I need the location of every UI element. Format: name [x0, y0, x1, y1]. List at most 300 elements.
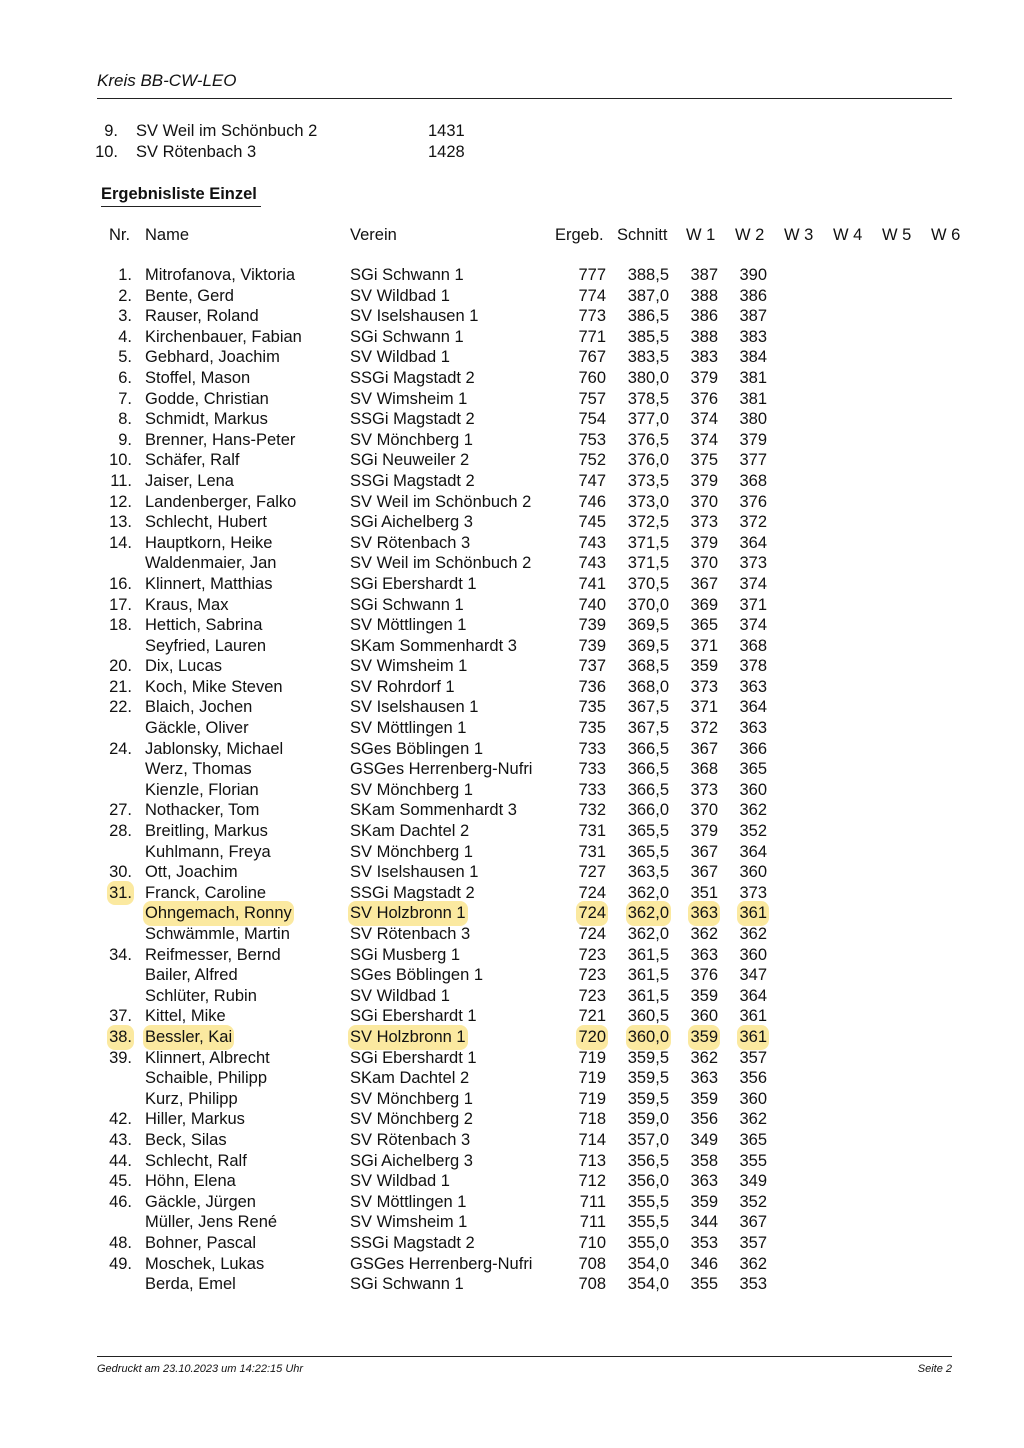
average-cell: 366,0	[627, 801, 669, 820]
average-cell: 362,0	[627, 925, 669, 943]
w2-cell: 362	[739, 1254, 767, 1273]
w1-cell: 363	[690, 1069, 718, 1088]
result-cell: 740	[578, 595, 606, 614]
w1-cell: 362	[690, 925, 718, 943]
w2-cell: 361	[739, 1007, 767, 1026]
w2-cell: 360	[739, 945, 767, 964]
result-cell: 731	[578, 842, 606, 861]
rank-cell: 49.	[109, 1254, 132, 1273]
rank-cell: 39.	[109, 1048, 132, 1067]
club-cell: SGi Ebershardt 1	[350, 574, 477, 593]
w1-cell: 371	[690, 698, 718, 717]
name-cell: Moschek, Lukas	[145, 1254, 265, 1273]
club-cell: SV Mönchberg 2	[350, 1110, 473, 1129]
team-score: 1428	[428, 143, 465, 161]
w1-cell: 362	[690, 1048, 718, 1067]
print-date: Gedruckt am 23.10.2023 um 14:22:15 Uhr	[97, 1363, 304, 1375]
club-cell: SV Wimsheim 1	[350, 1213, 468, 1232]
w2-cell: 383	[739, 327, 767, 346]
w1-cell: 379	[690, 533, 718, 552]
average-cell: 362,0	[627, 904, 669, 923]
w2-cell: 381	[739, 389, 767, 408]
w2-cell: 367	[739, 1213, 767, 1232]
average-cell: 368,0	[627, 677, 669, 696]
result-cell: 723	[578, 945, 606, 964]
rank-cell: 4.	[118, 327, 132, 346]
w2-cell: 363	[739, 677, 767, 696]
table-row	[0, 780, 1024, 801]
w1-cell: 367	[690, 739, 718, 758]
col-w2: W 2	[735, 226, 765, 244]
average-cell: 365,5	[627, 842, 669, 861]
w2-cell: 365	[739, 760, 767, 779]
name-cell: Müller, Jens René	[145, 1213, 278, 1232]
w2-cell: 378	[739, 657, 767, 676]
w1-cell: 370	[690, 554, 718, 573]
name-cell: Godde, Christian	[145, 389, 269, 408]
result-cell: 723	[578, 986, 606, 1005]
result-cell: 708	[578, 1275, 606, 1294]
club-cell: SV Weil im Schönbuch 2	[350, 492, 532, 511]
name-cell: Klinnert, Matthias	[145, 574, 273, 593]
district-title: Kreis BB-CW-LEO	[97, 71, 237, 90]
w2-cell: 364	[739, 986, 767, 1005]
w2-cell: 366	[739, 739, 767, 758]
rank-cell: 31.	[109, 883, 132, 902]
result-cell: 739	[578, 636, 606, 655]
name-cell: Dix, Lucas	[145, 657, 223, 676]
name-cell: Hauptkorn, Heike	[145, 533, 273, 552]
w2-cell: 368	[739, 471, 767, 490]
name-cell: Hettich, Sabrina	[145, 616, 263, 635]
average-cell: 371,5	[627, 533, 669, 552]
w1-cell: 365	[690, 616, 718, 635]
w1-cell: 374	[690, 410, 718, 429]
table-row	[0, 862, 1024, 883]
w2-cell: 362	[739, 1110, 767, 1129]
result-cell: 743	[578, 533, 606, 552]
average-cell: 366,5	[627, 760, 669, 779]
w1-cell: 370	[690, 492, 718, 511]
w2-cell: 360	[739, 1089, 767, 1108]
w2-cell: 373	[739, 554, 767, 573]
rank-cell: 24.	[109, 739, 132, 758]
w1-cell: 344	[690, 1213, 718, 1232]
result-cell: 724	[578, 904, 606, 923]
col-nr: Nr.	[109, 226, 131, 244]
name-cell: Kittel, Mike	[145, 1007, 226, 1026]
name-cell: Berda, Emel	[145, 1275, 236, 1294]
average-cell: 376,5	[627, 430, 669, 449]
w1-cell: 387	[690, 266, 718, 284]
club-cell: SV Wimsheim 1	[350, 657, 468, 676]
club-cell: SSGi Magstadt 2	[350, 410, 475, 429]
club-cell: SV Iselshausen 1	[350, 307, 479, 326]
name-cell: Gäckle, Oliver	[145, 719, 249, 738]
rank-cell: 44.	[109, 1151, 132, 1170]
w1-cell: 388	[690, 327, 718, 346]
name-cell: Schlecht, Hubert	[145, 513, 267, 532]
average-cell: 380,0	[627, 368, 669, 387]
table-row	[0, 1006, 1024, 1027]
w2-cell: 371	[739, 595, 767, 614]
rank-cell: 27.	[109, 801, 132, 820]
name-cell: Bessler, Kai	[145, 1027, 233, 1046]
table-row	[0, 553, 1024, 574]
result-cell: 739	[578, 616, 606, 635]
w1-cell: 370	[690, 801, 718, 820]
w2-cell: 360	[739, 780, 767, 799]
club-cell: SKam Sommenhardt 3	[350, 801, 517, 820]
w2-cell: 357	[739, 1233, 767, 1252]
average-cell: 360,5	[627, 1007, 669, 1026]
club-cell: SV Mönchberg 1	[350, 780, 473, 799]
rank-cell: 10.	[109, 451, 132, 470]
average-cell: 385,5	[627, 327, 669, 346]
rank-cell: 8.	[118, 410, 132, 429]
club-cell: SV Holzbronn 1	[350, 904, 466, 923]
name-cell: Ohngemach, Ronny	[145, 904, 292, 923]
team-name: SV Weil im Schönbuch 2	[136, 122, 318, 140]
rank-cell: 22.	[109, 698, 132, 717]
result-cell: 754	[578, 410, 606, 429]
club-cell: SV Rötenbach 3	[350, 925, 471, 943]
result-cell: 757	[578, 389, 606, 408]
team-results-list	[0, 121, 1024, 163]
name-cell: Stoffel, Mason	[145, 368, 251, 387]
table-row	[0, 286, 1024, 307]
rank-cell: 18.	[109, 616, 132, 635]
w1-cell: 375	[690, 451, 718, 470]
club-cell: SV Möttlingen 1	[350, 719, 467, 738]
club-cell: SV Iselshausen 1	[350, 698, 479, 717]
result-cell: 719	[578, 1048, 606, 1067]
w1-cell: 379	[690, 822, 718, 841]
club-cell: SSGi Magstadt 2	[350, 368, 475, 387]
club-cell: SSGi Magstadt 2	[350, 883, 475, 902]
name-cell: Brenner, Hans-Peter	[145, 430, 296, 449]
w2-cell: 364	[739, 842, 767, 861]
w1-cell: 346	[690, 1254, 718, 1273]
table-row	[0, 615, 1024, 636]
result-cell: 711	[579, 1192, 606, 1211]
table-row	[0, 821, 1024, 842]
table-row	[0, 945, 1024, 966]
rank-cell: 9.	[118, 430, 132, 449]
result-cell: 714	[578, 1130, 606, 1149]
w2-cell: 373	[739, 883, 767, 902]
name-cell: Schlüter, Rubin	[145, 986, 257, 1005]
w2-cell: 379	[739, 430, 767, 449]
name-cell: Kirchenbauer, Fabian	[145, 327, 302, 346]
result-cell: 719	[578, 1069, 606, 1088]
name-cell: Blaich, Jochen	[145, 698, 253, 717]
w1-cell: 363	[690, 904, 718, 923]
result-cell: 774	[578, 286, 606, 305]
table-row	[0, 1068, 1024, 1089]
table-row	[0, 1192, 1024, 1213]
club-cell: SSGi Magstadt 2	[350, 471, 475, 490]
w2-cell: 380	[739, 410, 767, 429]
average-cell: 387,0	[627, 286, 669, 305]
rank-cell: 2.	[118, 286, 132, 305]
club-cell: SV Mönchberg 1	[350, 1089, 473, 1108]
average-cell: 359,5	[627, 1069, 669, 1088]
result-cell: 771	[578, 327, 606, 346]
club-cell: SV Wildbad 1	[350, 986, 450, 1005]
w2-cell: 368	[739, 636, 767, 655]
w1-cell: 360	[690, 1007, 718, 1026]
w1-cell: 363	[690, 1172, 718, 1191]
w2-cell: 362	[739, 925, 767, 943]
club-cell: SGi Ebershardt 1	[350, 1048, 477, 1067]
average-cell: 376,0	[627, 451, 669, 470]
table-row	[0, 1151, 1024, 1172]
table-row	[0, 533, 1024, 554]
table-row	[0, 718, 1024, 739]
rank-cell: 5.	[118, 348, 132, 367]
table-row	[0, 924, 1024, 945]
result-cell: 731	[578, 822, 606, 841]
table-row	[0, 450, 1024, 471]
result-cell: 719	[578, 1089, 606, 1108]
w1-cell: 371	[690, 636, 718, 655]
w2-cell: 347	[739, 966, 767, 985]
club-cell: SV Möttlingen 1	[350, 616, 467, 635]
team-row	[0, 121, 1024, 142]
w2-cell: 362	[739, 801, 767, 820]
result-cell: 724	[578, 925, 606, 943]
name-cell: Höhn, Elena	[145, 1172, 236, 1191]
average-cell: 359,5	[627, 1048, 669, 1067]
name-cell: Hiller, Markus	[145, 1110, 245, 1129]
name-cell: Schlecht, Ralf	[145, 1151, 247, 1170]
name-cell: Kurz, Philipp	[145, 1089, 238, 1108]
result-cell: 710	[578, 1233, 606, 1252]
rank-cell: 30.	[109, 863, 132, 882]
average-cell: 362,0	[627, 883, 669, 902]
col-ergeb: Ergeb.	[555, 226, 604, 244]
result-cell: 741	[578, 574, 606, 593]
name-cell: Schaible, Philipp	[145, 1069, 267, 1088]
table-header	[0, 224, 1024, 246]
col-w6: W 6	[931, 226, 961, 244]
name-cell: Schwämmle, Martin	[145, 925, 290, 943]
result-cell: 773	[578, 307, 606, 326]
result-cell: 712	[578, 1172, 606, 1191]
w2-cell: 352	[739, 822, 767, 841]
w1-cell: 368	[690, 760, 718, 779]
w2-cell: 363	[739, 719, 767, 738]
name-cell: Schmidt, Markus	[145, 410, 268, 429]
w2-cell: 372	[739, 513, 767, 532]
club-cell: SV Wildbad 1	[350, 286, 450, 305]
average-cell: 355,5	[627, 1213, 669, 1232]
table-row	[0, 800, 1024, 821]
w1-cell: 373	[690, 513, 718, 532]
club-cell: SV Mönchberg 1	[350, 430, 473, 449]
result-cell: 747	[578, 471, 606, 490]
table-row	[0, 739, 1024, 760]
average-cell: 367,5	[627, 719, 669, 738]
club-cell: SV Mönchberg 1	[350, 842, 473, 861]
w1-cell: 359	[690, 1192, 718, 1211]
name-cell: Gäckle, Jürgen	[145, 1192, 256, 1211]
col-w4: W 4	[833, 226, 863, 244]
club-cell: SV Holzbronn 1	[350, 1027, 466, 1046]
name-cell: Rauser, Roland	[145, 307, 259, 326]
club-cell: SGi Schwann 1	[350, 327, 464, 346]
table-row	[0, 492, 1024, 513]
club-cell: GSGes Herrenberg-Nufri	[350, 760, 533, 779]
table-row	[0, 903, 1024, 924]
result-cell: 733	[578, 760, 606, 779]
w2-cell: 356	[739, 1069, 767, 1088]
name-cell: Beck, Silas	[145, 1130, 227, 1149]
table-row	[0, 677, 1024, 698]
average-cell: 354,0	[627, 1254, 669, 1273]
rank-cell: 42.	[109, 1110, 132, 1129]
w1-cell: 367	[690, 574, 718, 593]
w2-cell: 360	[739, 863, 767, 882]
average-cell: 354,0	[627, 1275, 669, 1294]
w1-cell: 383	[690, 348, 718, 367]
col-verein: Verein	[350, 226, 397, 244]
average-cell: 363,5	[627, 863, 669, 882]
name-cell: Klinnert, Albrecht	[145, 1048, 270, 1067]
average-cell: 355,0	[627, 1233, 669, 1252]
name-cell: Bailer, Alfred	[145, 966, 238, 985]
average-cell: 361,5	[627, 966, 669, 985]
col-w5: W 5	[882, 226, 912, 244]
w1-cell: 369	[690, 595, 718, 614]
rank-cell: 28.	[109, 822, 132, 841]
name-cell: Franck, Caroline	[145, 883, 267, 902]
name-cell: Waldenmaier, Jan	[145, 554, 277, 573]
w1-cell: 373	[690, 677, 718, 696]
result-cell: 760	[578, 368, 606, 387]
result-cell: 718	[578, 1110, 606, 1129]
club-cell: SGi Neuweiler 2	[350, 451, 470, 470]
club-cell: SGes Böblingen 1	[350, 966, 484, 985]
result-cell: 711	[579, 1213, 606, 1232]
w1-cell: 367	[690, 863, 718, 882]
w1-cell: 372	[690, 719, 718, 738]
w2-cell: 353	[739, 1275, 767, 1294]
w2-cell: 387	[739, 307, 767, 326]
table-row	[0, 265, 1024, 286]
table-row	[0, 1171, 1024, 1192]
w2-cell: 349	[739, 1172, 767, 1191]
name-cell: Jablonsky, Michael	[145, 739, 284, 758]
average-cell: 356,0	[627, 1172, 669, 1191]
table-row	[0, 965, 1024, 986]
club-cell: SKam Dachtel 2	[350, 822, 470, 841]
rank-cell: 38.	[109, 1027, 132, 1046]
rank-cell: 3.	[118, 307, 132, 326]
result-cell: 727	[578, 863, 606, 882]
name-cell: Jaiser, Lena	[145, 471, 234, 490]
rank-cell: 14.	[109, 533, 132, 552]
w2-cell: 386	[739, 286, 767, 305]
club-cell: SGi Schwann 1	[350, 1275, 464, 1294]
club-cell: SGes Böblingen 1	[350, 739, 484, 758]
result-cell: 733	[578, 739, 606, 758]
results-table	[0, 265, 1024, 1295]
w1-cell: 379	[690, 471, 718, 490]
col-name: Name	[145, 226, 190, 244]
average-cell: 370,5	[627, 574, 669, 593]
club-cell: SSGi Magstadt 2	[350, 1233, 475, 1252]
club-cell: SGi Ebershardt 1	[350, 1007, 477, 1026]
rank-cell: 1.	[118, 266, 132, 284]
name-cell: Bohner, Pascal	[145, 1233, 256, 1252]
club-cell: SGi Musberg 1	[350, 945, 461, 964]
w2-cell: 377	[739, 451, 767, 470]
rank-cell: 46.	[109, 1192, 132, 1211]
team-rank: 10.	[95, 143, 118, 161]
average-cell: 356,5	[627, 1151, 669, 1170]
table-row	[0, 1212, 1024, 1233]
table-row	[0, 759, 1024, 780]
table-row	[0, 636, 1024, 657]
result-cell: 743	[578, 554, 606, 573]
name-cell: Bente, Gerd	[145, 286, 234, 305]
club-cell: SV Weil im Schönbuch 2	[350, 554, 532, 573]
club-cell: SV Iselshausen 1	[350, 863, 479, 882]
name-cell: Reifmesser, Bernd	[145, 945, 281, 964]
w1-cell: 379	[690, 368, 718, 387]
name-cell: Nothacker, Tom	[145, 801, 260, 820]
average-cell: 371,5	[627, 554, 669, 573]
average-cell: 368,5	[627, 657, 669, 676]
result-cell: 777	[578, 266, 606, 284]
average-cell: 369,5	[627, 616, 669, 635]
team-row	[0, 142, 1024, 163]
table-row	[0, 389, 1024, 410]
w1-cell: 359	[690, 986, 718, 1005]
w1-cell: 358	[690, 1151, 718, 1170]
name-cell: Ott, Joachim	[145, 863, 238, 882]
table-row	[0, 1274, 1024, 1295]
w2-cell: 390	[739, 266, 767, 284]
table-row	[0, 1109, 1024, 1130]
average-cell: 357,0	[627, 1130, 669, 1149]
w2-cell: 381	[739, 368, 767, 387]
result-cell: 735	[578, 719, 606, 738]
w2-cell: 384	[739, 348, 767, 367]
w1-cell: 353	[690, 1233, 718, 1252]
average-cell: 373,5	[627, 471, 669, 490]
average-cell: 360,0	[627, 1027, 669, 1046]
w2-cell: 374	[739, 616, 767, 635]
result-cell: 733	[578, 780, 606, 799]
result-cell: 767	[578, 348, 606, 367]
club-cell: SGi Aichelberg 3	[350, 1151, 473, 1170]
result-cell: 708	[578, 1254, 606, 1273]
w1-cell: 359	[690, 1089, 718, 1108]
w2-cell: 364	[739, 533, 767, 552]
table-row	[0, 883, 1024, 904]
rank-cell: 34.	[109, 945, 132, 964]
club-cell: SGi Schwann 1	[350, 266, 464, 284]
average-cell: 359,0	[627, 1110, 669, 1129]
table-row	[0, 574, 1024, 595]
team-rank: 9.	[104, 122, 118, 140]
team-name: SV Rötenbach 3	[136, 143, 257, 161]
name-cell: Breitling, Markus	[145, 822, 268, 841]
w1-cell: 363	[690, 945, 718, 964]
